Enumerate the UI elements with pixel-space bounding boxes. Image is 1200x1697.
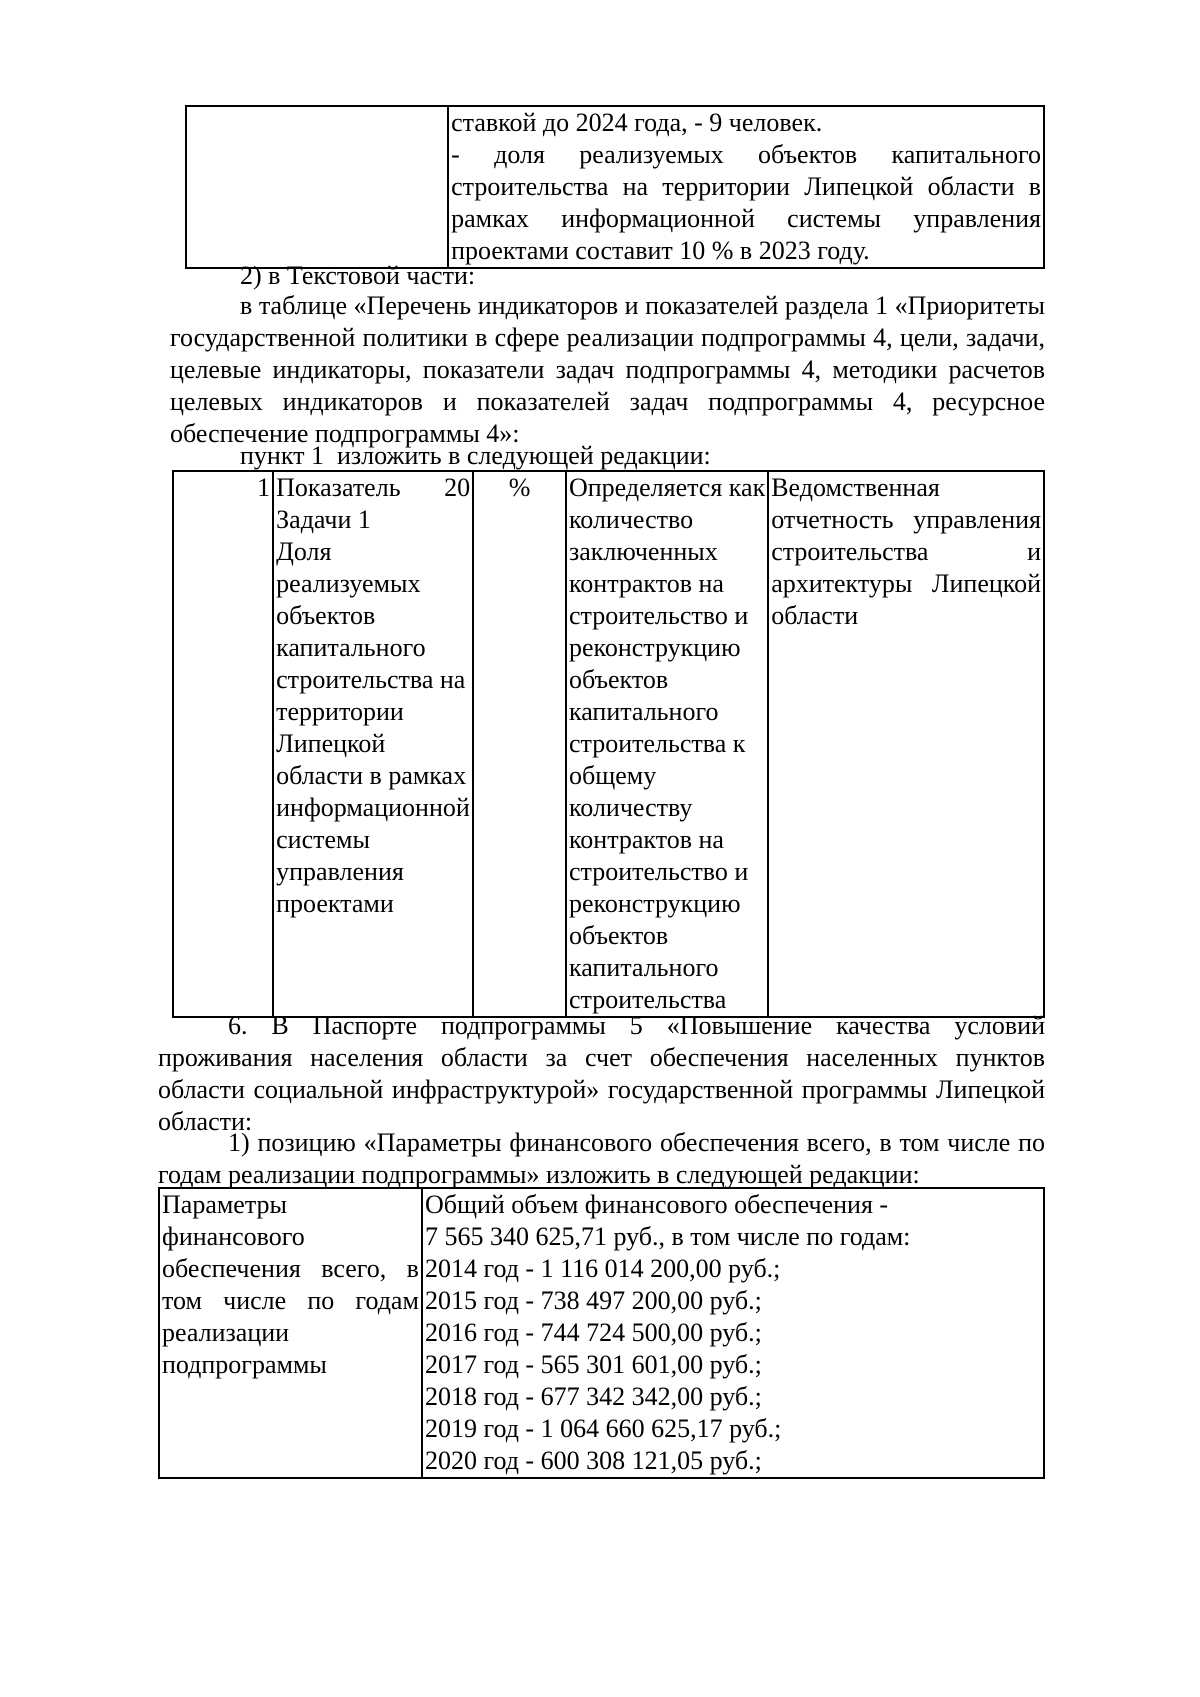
indicator-line: управления [276, 857, 404, 886]
top-table-right-cell [448, 106, 1044, 268]
indicator-name-cell [273, 471, 473, 1017]
method-line: реконструкцию [568, 889, 741, 918]
finance-label-line: обеспечения всего, в [162, 1254, 419, 1283]
method-line: заключенных [568, 537, 718, 566]
indicator-line: капитального [276, 633, 426, 662]
section-2-heading: 2) в Текстовой части: [240, 261, 476, 290]
finance-value-line: 2019 год - 1 064 660 625,17 руб.; [424, 1414, 782, 1443]
indicator-num: 1 [257, 473, 271, 502]
method-line: контрактов на [568, 825, 724, 854]
method-line: контрактов на [568, 569, 724, 598]
method-line: количеству [568, 793, 693, 822]
finance-label-line: реализации [162, 1318, 290, 1347]
top-cell-line: строительства на территории Липецкой области в [451, 172, 1041, 201]
method-line: строительства [568, 985, 727, 1014]
indicator-line: строительства на [276, 665, 466, 694]
indicator-line: реализуемых [276, 569, 421, 598]
top-cell-line: - доля реализуемых объектов капитального [451, 140, 1041, 169]
indicator-unit: % [508, 473, 531, 502]
indicator-line: Липецкой [276, 729, 386, 758]
method-line: строительство и [568, 857, 749, 886]
finance-label-cell [159, 1188, 422, 1478]
finance-table [158, 1187, 1045, 1479]
source-line: архитектуры Липецкой [771, 569, 1041, 598]
method-line: Определяется как [568, 473, 766, 502]
indicator-line: Доля [276, 537, 332, 566]
finance-label-line: подпрограммы [162, 1350, 327, 1379]
section-2-paragraph: в таблице «Перечень индикаторов и показателей раздела 1 «Приоритеты государственной политики в сфере реализации подпрограммы 4, цели, задачи, целевые индикаторы, показатели задач подпрограммы 4, методики расчетов целевых индикаторов и показателей задач подпрограммы 4, ресурсное обеспечение подпрограммы 4»: [170, 291, 1045, 448]
method-line: строительство и [568, 601, 749, 630]
indicator-table [172, 470, 1045, 1018]
indicator-num-cell [173, 471, 273, 1017]
finance-label-line: том числе по годам [162, 1286, 419, 1315]
method-line: капитального [568, 953, 719, 982]
section-2-item: пункт 1 изложить в следующей редакции: [240, 441, 711, 470]
source-line: Ведомственная [771, 473, 940, 502]
indicator-line: области в рамках [276, 761, 467, 790]
indicator-line: объектов [276, 601, 376, 630]
indicator-line: Задачи 1 [276, 505, 371, 534]
finance-value-line: 7 565 340 625,71 руб., в том числе по годам: [424, 1222, 911, 1251]
top-table [185, 105, 1045, 269]
method-line: реконструкцию [568, 633, 741, 662]
finance-value-line: 2016 год - 744 724 500,00 руб.; [424, 1318, 762, 1347]
finance-value-line: 2017 год - 565 301 601,00 руб.; [424, 1350, 762, 1379]
top-table-left-cell [186, 106, 448, 268]
finance-value-line: Общий объем финансового обеспечения - [424, 1190, 889, 1219]
indicator-unit-cell [473, 471, 566, 1017]
indicator-line: системы [276, 825, 370, 854]
top-cell-line: рамках информационной системы управления [451, 204, 1041, 233]
finance-label-line: финансового [162, 1222, 305, 1251]
finance-value-cell [422, 1188, 1044, 1478]
finance-label-line: Параметры [162, 1190, 287, 1219]
indicator-line: Показатель [276, 473, 401, 502]
indicator-line: информационной [276, 793, 470, 822]
finance-value-line: 2014 год - 1 116 014 200,00 руб.; [424, 1254, 781, 1283]
indicator-source-cell [768, 471, 1044, 1017]
source-line: строительства и [771, 537, 1041, 566]
method-line: объектов [568, 665, 669, 694]
method-line: объектов [568, 921, 669, 950]
finance-value-line: 2020 год - 600 308 121,05 руб.; [424, 1446, 762, 1475]
finance-value-line: 2015 год - 738 497 200,00 руб.; [424, 1286, 762, 1315]
source-line: отчетность управления [771, 505, 1041, 534]
indicator-code: 20 [444, 473, 471, 502]
method-line: строительства к [568, 729, 746, 758]
finance-value-line: 2018 год - 677 342 342,00 руб.; [424, 1382, 762, 1411]
top-cell-line: проектами составит 10 % в 2023 году. [451, 236, 870, 265]
section-6-paragraph: 6. В Паспорте подпрограммы 5 «Повышение качества условий проживания населения области за счет обеспечения населенных пунктов области социальной инфраструктурой» государственной программы Липецкой области: [158, 1011, 1045, 1136]
section-6-item: 1) позицию «Параметры финансового обеспечения всего, в том числе по годам реализации подпрограммы» изложить в следующей редакции: [158, 1128, 1045, 1189]
method-line: общему [568, 761, 657, 790]
method-line: капитального [568, 697, 719, 726]
source-line: области [771, 601, 859, 630]
indicator-line: проектами [276, 889, 394, 918]
method-line: количество [568, 505, 694, 534]
indicator-method-cell [566, 471, 768, 1017]
top-cell-line: ставкой до 2024 года, - 9 человек. [451, 108, 823, 137]
indicator-line: территории [276, 697, 404, 726]
